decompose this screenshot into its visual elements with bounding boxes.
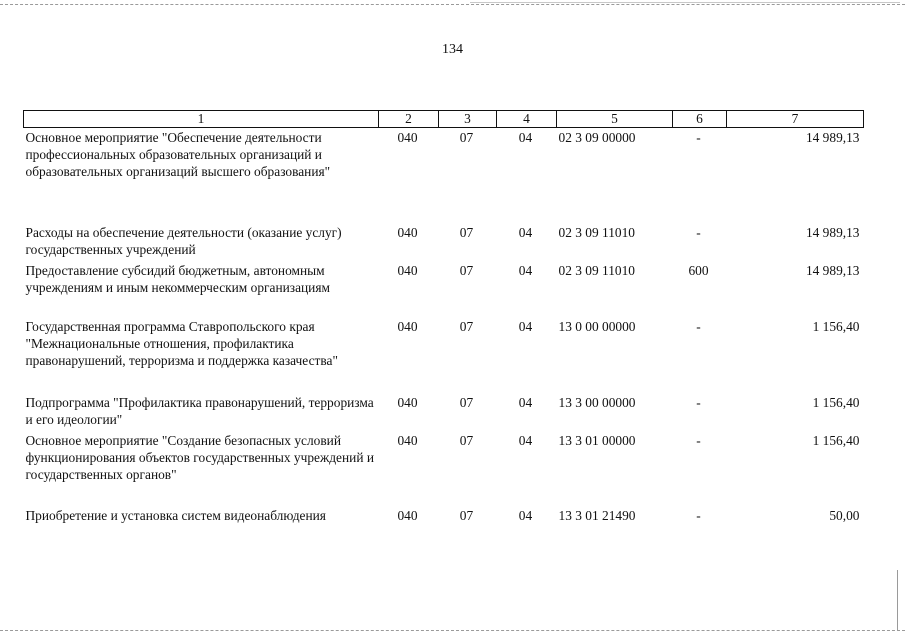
row-type: - [696,507,701,523]
row-section: 07 [459,262,474,278]
row-subsection: 04 [518,262,533,278]
row-amount: 14 989,13 [805,224,860,240]
row-target: 02 3 09 11010 [558,224,635,240]
row-name: Предоставление субсидий бюджетным, автономным учреждениям и иным некоммерческим организациям [25,262,330,295]
header-col-2: 2 [379,111,439,128]
table-row [24,393,864,431]
row-ministry: 040 [397,262,418,278]
row-subsection: 04 [518,318,533,334]
row-subsection: 04 [518,224,533,240]
row-ministry: 040 [397,130,418,145]
row-section: 07 [459,130,474,145]
row-target: 02 3 09 00000 [558,130,636,145]
budget-table [23,110,864,526]
row-subsection: 04 [518,432,533,448]
row-name: Расходы на обеспечение деятельности (оказание услуг) государственных учреждений [25,224,342,257]
row-name: Подпрограмма "Профилактика правонарушений, терроризма и его идеологии" [25,394,374,427]
row-type: - [696,394,701,410]
table-row [24,431,864,506]
row-amount: 1 156,40 [812,318,860,334]
header-col-4: 4 [497,111,557,128]
page-number: 134 [442,42,463,57]
row-name: Основное мероприятие "Обеспечение деятельности профессиональных образовательных организаций и образовательных организаций высшего образования" [25,130,331,179]
row-amount: 1 156,40 [812,394,860,410]
scan-edge-bottom [0,630,905,631]
row-name: Основное мероприятие "Создание безопасных условий функционирования объектов государственных учреждений и государственных органов" [25,432,375,482]
row-type: - [696,318,701,334]
row-section: 07 [459,318,474,334]
row-ministry: 040 [397,224,418,240]
row-name: Приобретение и установка систем видеонаблюдения [25,507,326,523]
row-target: 13 0 00 00000 [558,318,636,334]
row-target: 02 3 09 11010 [558,262,635,278]
row-ministry: 040 [397,394,418,410]
row-amount: 1 156,40 [812,432,860,448]
row-type: 600 [688,262,709,278]
header-col-3: 3 [439,111,497,128]
row-section: 07 [459,432,474,448]
row-amount: 14 989,13 [805,130,860,145]
row-type: - [696,224,701,240]
row-target: 13 3 00 00000 [558,394,636,410]
row-section: 07 [459,224,474,240]
table-row [24,506,864,526]
table-row [24,261,864,317]
row-type: - [696,130,701,145]
table-row [24,223,864,261]
row-amount: 50,00 [829,507,860,523]
scan-edge-top-secondary [470,2,900,3]
table-row [24,128,864,223]
row-subsection: 04 [518,394,533,410]
row-ministry: 040 [397,507,418,523]
table-row [24,317,864,393]
row-target: 13 3 01 00000 [558,432,636,448]
header-col-1: 1 [24,111,379,128]
row-ministry: 040 [397,318,418,334]
header-col-7: 7 [727,111,864,128]
header-col-5: 5 [557,111,673,128]
row-section: 07 [459,394,474,410]
scan-edge-top [0,4,905,5]
header-row [24,111,864,128]
row-type: - [696,432,701,448]
row-section: 07 [459,507,474,523]
row-subsection: 04 [518,507,533,523]
row-ministry: 040 [397,432,418,448]
row-name: Государственная программа Ставропольского края "Межнациональные отношения, профилактика правонарушений, терроризма и поддержка казачества" [25,318,338,368]
row-subsection: 04 [518,130,533,145]
header-col-6: 6 [673,111,727,128]
scan-edge-right [897,570,898,630]
row-amount: 14 989,13 [805,262,860,278]
row-target: 13 3 01 21490 [558,507,636,523]
